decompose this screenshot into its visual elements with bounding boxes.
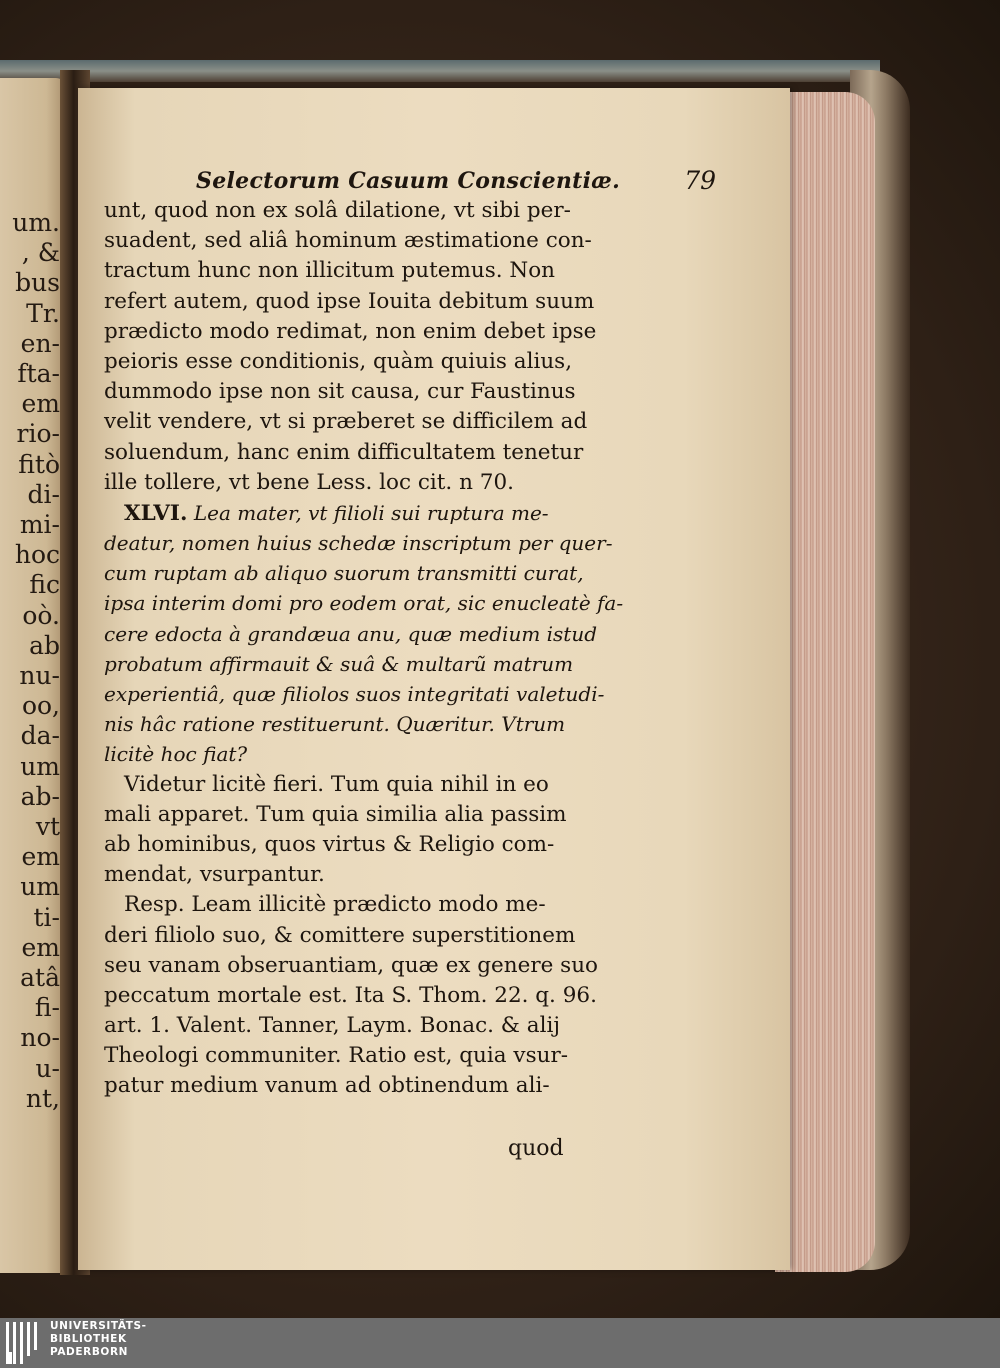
left-page-fragment: um: [20, 751, 60, 781]
left-page-fragment: fta-: [17, 359, 60, 388]
left-page-fragment: rio-: [16, 419, 60, 449]
page-edge-stack: [775, 92, 875, 1272]
left-page-fragment: um.: [12, 208, 60, 237]
left-page-fragment: ab-: [20, 781, 60, 811]
left-page-fragment: nu-: [19, 661, 60, 690]
left-page-fragment: u-: [35, 1053, 60, 1083]
left-page-fragment: fic: [29, 570, 60, 600]
library-name-line-2: BIBLIOTHEK: [50, 1333, 127, 1345]
library-name-line-1: UNIVERSITÄTS-: [50, 1320, 147, 1332]
left-page-fragment: em: [21, 389, 60, 419]
text-line: tractum hunc non illicitum putemus. Non: [104, 258, 556, 284]
left-page-fragment: mi-: [19, 510, 60, 539]
text-line: patur medium vanum ad obtinendum ali-: [104, 1073, 550, 1099]
library-footer: [0, 1318, 1000, 1368]
left-page-fragment: , &: [21, 238, 60, 268]
left-page-fragment: fi-: [34, 993, 60, 1023]
left-page-fragment: fitò: [18, 449, 60, 479]
paragraph-1: [104, 196, 612, 498]
left-page-fragment: en-: [20, 328, 60, 358]
right-page: [78, 88, 790, 1270]
text-line: mali apparet. Tum quia similia alia passim: [104, 801, 567, 827]
left-page-fragment: hoc: [14, 540, 60, 570]
left-page-fragment: bus: [15, 268, 60, 298]
left-page-fragment: da-: [20, 721, 60, 751]
text-line: soluendum, hanc enim difficultatem tenetur: [104, 439, 584, 465]
left-page-fragment: oo,: [21, 691, 60, 721]
library-name-line-3: PADERBORN: [50, 1346, 129, 1358]
text-line: unt, quod non ex solâ dilatione, vt sibi per-: [104, 198, 571, 223]
catchword: quod: [508, 1136, 564, 1161]
text-line: ab hominibus, quos virtus & Religio com-: [104, 831, 555, 857]
left-page-fragment: ti-: [33, 902, 60, 932]
text-line: suadent, sed aliâ hominum æstimatione con-: [104, 228, 592, 254]
case-number: XLVI.: [124, 500, 188, 526]
text-line: Resp. Leam illicitè prædicto modo me-: [124, 892, 546, 918]
left-page-fragment: Tr.: [26, 298, 60, 328]
text-line: Theologi communiter. Ratio est, quia vsur-: [104, 1043, 568, 1069]
left-page-fragment: nt,: [25, 1083, 60, 1113]
text-line: ille tollere, vt bene Less. loc cit. n 70.: [104, 469, 514, 495]
text-line: cere edocta à grandæua anu, quæ medium istud: [104, 621, 598, 646]
left-page-fragment: atâ: [20, 963, 60, 992]
text-line: deri filiolo suo, & comittere superstitionem: [104, 922, 576, 948]
case-heading-line: [104, 498, 612, 528]
text-line: experientiâ, quæ filiolos suos integritati valetudi-: [104, 682, 605, 706]
text-line: peccatum mortale est. Ita S. Thom. 22. q. 96.: [104, 982, 597, 1008]
text-line: probatum affirmauit & suâ & multarũ matrum: [104, 651, 574, 676]
text-line: deatur, nomen huius schedæ inscriptum per quer-: [104, 531, 613, 556]
left-page-fragment: no-: [20, 1023, 60, 1053]
paragraph-4: [104, 890, 612, 1101]
left-page-fragment: ab: [29, 630, 60, 660]
text-line: mendat, vsurpantur.: [104, 862, 325, 888]
paragraph-3: [104, 770, 612, 891]
text-line: refert autem, quod ipse Iouita debitum suum: [104, 288, 595, 314]
spine-top-band: [0, 60, 880, 82]
text-line: cum ruptam ab aliquo suorum transmitti curat,: [104, 561, 584, 586]
text-line: peioris esse conditionis, quàm quiuis alius,: [104, 348, 573, 374]
text-line: ipsa interim domi pro eodem orat, sic enucleatè fa-: [104, 591, 624, 616]
left-page-fragment: vt: [35, 812, 60, 841]
left-page-fragment: di-: [27, 479, 60, 509]
text-line: dummodo ipse non sit causa, cur Faustinus: [104, 379, 576, 405]
left-page-fragment: um: [20, 872, 60, 902]
library-name: [50, 1320, 147, 1359]
text-line: nis hâc ratione restituerunt. Quæritur. Vtrum: [104, 712, 566, 737]
left-page-fragment: em: [21, 842, 60, 872]
text-line: licitè hoc fiat?: [104, 742, 248, 767]
left-page-fragment: em: [21, 932, 60, 962]
running-title: Selectorum Casuum Conscientiæ.: [196, 168, 621, 194]
page-text: [104, 196, 624, 1102]
case-statement: [104, 528, 624, 770]
text-line: art. 1. Valent. Tanner, Laym. Bonac. & alij: [104, 1013, 560, 1039]
left-page-fragment: oò.: [22, 600, 60, 630]
left-facing-page: [0, 78, 66, 1273]
text-line: prædicto modo redimat, non enim debet ipse: [104, 318, 597, 344]
library-logo-icon: [6, 1322, 40, 1364]
page-number: 79: [684, 166, 716, 195]
text-line: Videtur licitè fieri. Tum quia nihil in eo: [124, 771, 549, 797]
text-line: velit vendere, vt si præberet se difficilem ad: [104, 409, 588, 435]
text-line: seu vanam obseruantiam, quæ ex genere suo: [104, 952, 598, 978]
case-first-line: Lea mater, vt filioli sui ruptura me-: [193, 500, 549, 525]
